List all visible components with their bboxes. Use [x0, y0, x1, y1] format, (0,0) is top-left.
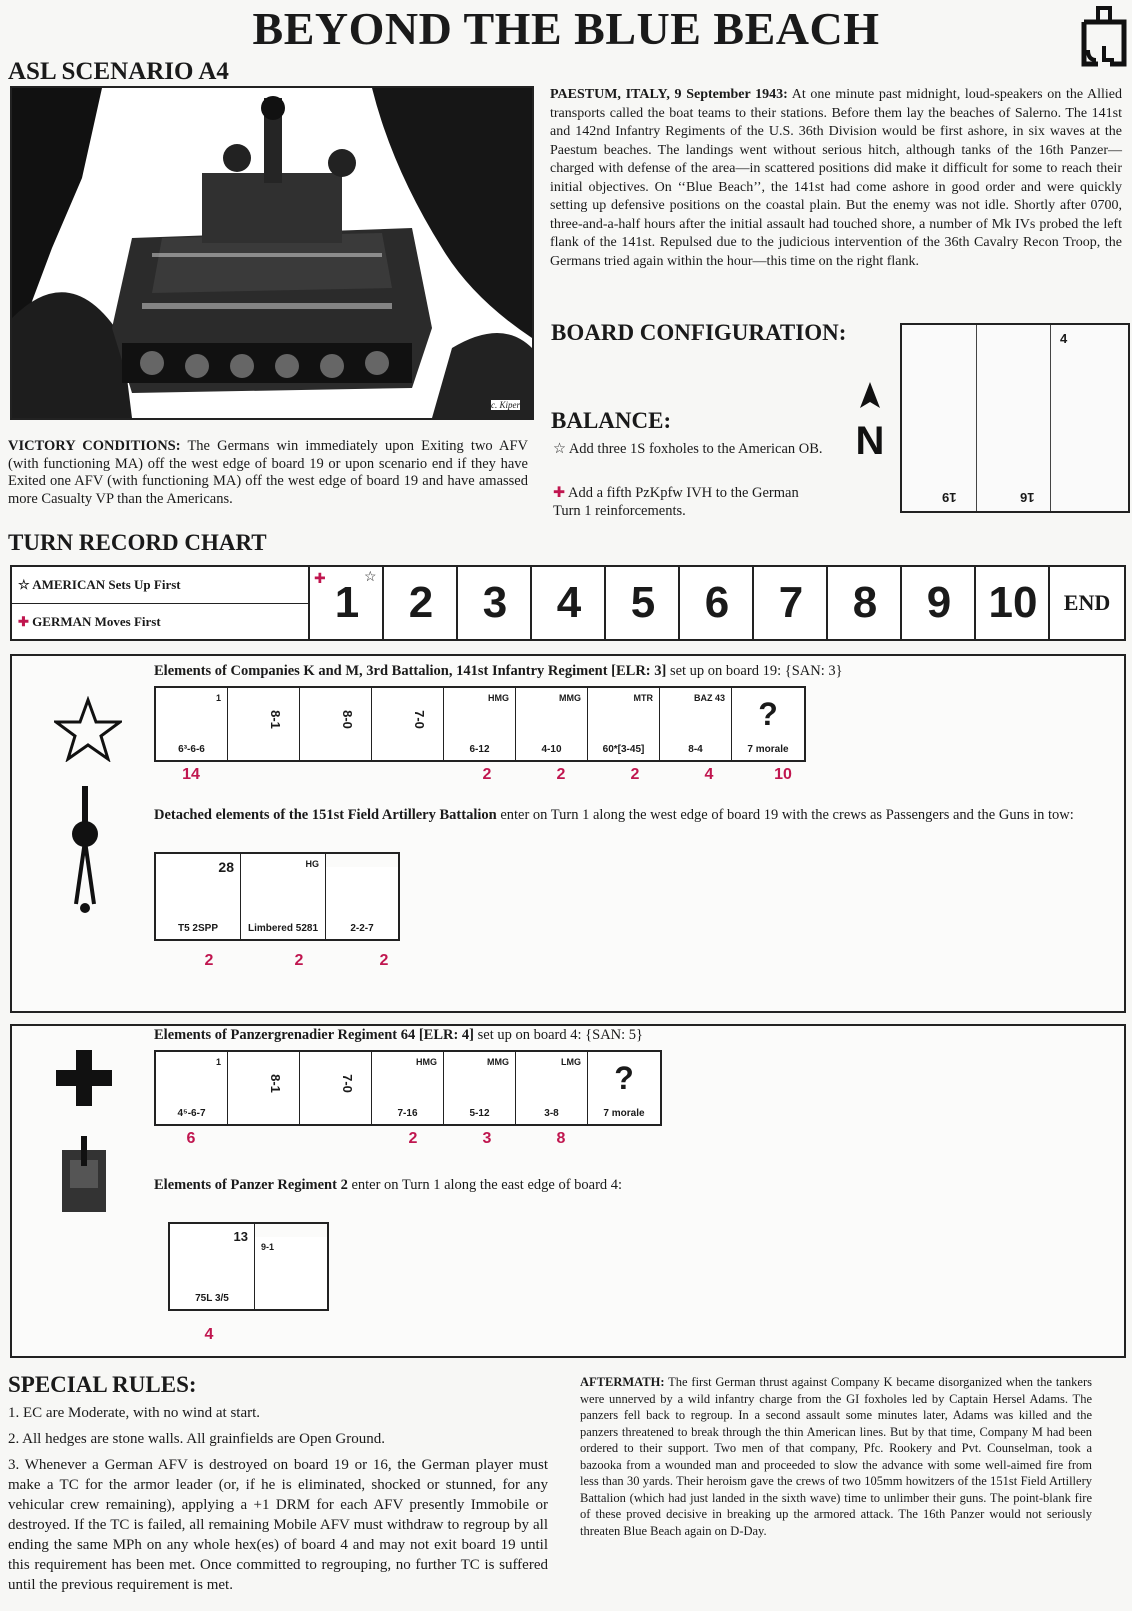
- scenario-title: BEYOND THE BLUE BEACH: [252, 3, 880, 54]
- american-reinforcement-text: Detached elements of the 151st Field Artillery Battalion enter on Turn 1 along the west edge of board 19 with the crews as Passengers and the Guns in tow:: [154, 807, 1074, 823]
- hmg-counter: HMG 6-12: [444, 688, 516, 760]
- squad-counter: 1 6³-6-6: [156, 688, 228, 760]
- balance-heading: BALANCE:: [551, 408, 672, 433]
- turn-box-10: 10: [974, 567, 1050, 639]
- historical-intro: [550, 86, 1122, 271]
- turn-record-heading: TURN RECORD CHART: [8, 530, 267, 555]
- scenario-number: ASL SCENARIO A4: [8, 58, 229, 85]
- american-sets-up: ☆ AMERICAN Sets Up First: [18, 577, 181, 592]
- german-reinforcement-counts: 4: [204, 1326, 214, 1343]
- american-setup-text: Elements of Companies K and M, 3rd Battalion, 141st Infantry Regiment [ELR: 3] set up on board 19: {SAN: 3}: [154, 663, 843, 679]
- balkenkreuz-icon: [56, 1050, 112, 1106]
- leader-counter: 8-1: [228, 1052, 300, 1124]
- american-setup-counters: [154, 686, 806, 762]
- special-rule-3: 3. Whenever a German AFV is destroyed on board 19 or 16, the German player must make a TC for the armor leader (or, if he is eliminated, shocked or stunned, for any vehicular crew remaining), applying a +1 DRM for each AFV presently Immobile or destroyed. If the TC is failed, all remaining Mobile AFV must withdraw to regroup by all ending the same MPh on any whole hex(es) of board 4 and may not exit board 19 until this requirement has been met. Once committed to regrouping, no further TC is suffered until the previous requirement is met.: [8, 1457, 548, 1593]
- turn-box-7: 7: [752, 567, 828, 639]
- special-rules: [8, 1403, 548, 1601]
- mortar-counter: MTR 60*[3-45]: [588, 688, 660, 760]
- turn-box-6: 6: [678, 567, 754, 639]
- turn-box-2: 2: [382, 567, 458, 639]
- special-rules-heading: SPECIAL RULES:: [8, 1372, 197, 1397]
- turn-record-chart: [10, 565, 1126, 641]
- turn-box-9: 9: [900, 567, 976, 639]
- special-rule-1: 1. EC are Moderate, with no wind at start.: [8, 1405, 261, 1421]
- panzer-iv-tank-icon: [12, 88, 532, 418]
- armor-leader-counter: 9-1: [255, 1237, 327, 1309]
- board-19-label: 19: [942, 490, 957, 505]
- howitzer-icon: [60, 786, 110, 916]
- crew-counter: 2-2-7: [326, 867, 398, 939]
- american-setup-counts: 14 2 2 2 4 10: [182, 766, 792, 783]
- mmg-counter: MMG 4-10: [516, 688, 588, 760]
- board-configuration-diagram: [900, 323, 1130, 513]
- leader-counter: 8-1: [228, 688, 300, 760]
- american-order-of-battle: [10, 654, 1126, 1013]
- american-reinforcement-counters: [154, 852, 400, 941]
- star-icon: ☆: [364, 570, 377, 585]
- tank-icon: [56, 1136, 112, 1216]
- north-label: N: [855, 419, 885, 460]
- board-16-label: 16: [1020, 490, 1035, 505]
- turn-box-3: 3: [456, 567, 532, 639]
- halftrack-counter: 28 T5 2SPP: [156, 854, 241, 939]
- panzer-iv-counter: 13 75L 3/5: [170, 1224, 255, 1309]
- turn-box-1: 1: [308, 567, 384, 639]
- leader-counter: 7-0: [372, 688, 444, 760]
- turn-box-end: END: [1048, 567, 1124, 639]
- cross-icon: ✚: [314, 572, 326, 587]
- intro-text: At one minute past midnight, loud-speakers on the Allied transports called the boat teams to their stations. Before them lay the beaches of Salerno. The 141st and 142nd Infantry Regiments of the U.S. 36th Division would be first ashore, in six waves at the Paestum beaches. The landings went without serious hitch, although tanks of the 16th Panzer—charged with defense of the area—in scattered positions did make it difficult for some to reach their initial objectives. On ‘‘Blue Beach’’, the 141st had come ashore in good order and were quickly setting up defensive positions on the coastal plain. But the enemy was not idle. Shortly after 0700, three-and-a-half hours after the initial assault had touched shore, a number of Mk IVs probed the left flank of the 141st. Repulsed due to the judicious intervention of the 36th Cavalry Recon Troop, the Germans tried again within the hour—this time on the right flank.: [550, 87, 1122, 269]
- leader-counter: 7-0: [300, 1052, 372, 1124]
- victory-conditions: VICTORY CONDITIONS: The Germans win immediately upon Exiting two AFV (with functioning MA) off the west edge of board 19 or upon scenario end if they have Exited one AFV (with functioning MA) off the west edge of board 19 and have amassed more Casualty VP than the Americans.: [8, 438, 528, 507]
- turn-box-8: 8: [826, 567, 902, 639]
- squad-counter: 1 4⁵-6-7: [156, 1052, 228, 1124]
- german-setup-text: Elements of Panzergrenadier Regiment 64 [ELR: 4] set up on board 4: {SAN: 5}: [154, 1027, 643, 1043]
- german-reinforcement-text: Elements of Panzer Regiment 2 enter on Turn 1 along the east edge of board 4:: [154, 1177, 623, 1193]
- photo-credit: c. Kiper: [491, 400, 520, 410]
- cross-icon: ✚: [18, 614, 29, 629]
- special-rule-2: 2. All hedges are stone walls. All grainfields are Open Ground.: [8, 1431, 385, 1447]
- star-icon: ☆: [553, 441, 566, 457]
- mmg-counter: MMG 5-12: [444, 1052, 516, 1124]
- concealment-counter: ? 7 morale: [732, 688, 804, 760]
- intro-place-date: PAESTUM, ITALY, 9 September 1943:: [550, 87, 788, 102]
- board-divider: [1050, 325, 1051, 511]
- leader-counter: 8-0: [300, 688, 372, 760]
- aftermath: AFTERMATH: The first German thrust against Company K became disorganized when the tankers were unnerved by a wild infantry charge from the GI foxholes led by Captain Hersel Adams. The panzers fell back to regroup. In a second assault some minutes later, Adams was killed and the panzers threatened to break through the thin American lines. But by that time, Company M had been ordered to their support. Two men of that company, Pfc. Rookery and Pvt. Counselman, took a bazooka from a wounded man and proceeded to slow the advance with some well-aimed fire from less than 30 yards. Their heroism gave the crews of two 105mm howitzers of the 151st Field Artillery Battalion (which had just landed in the sixth wave) time to unlimber their guns. The point-blank fire of these proved decisive in breaking up the armored attack. The 16th Panzer would not seriously threaten Blue Beach again on D-Day.: [580, 1375, 1092, 1538]
- tank-photo: [10, 86, 534, 420]
- balance-german: ✚ Add a fifth PzKpfw IVH to the German Turn 1 reinforcements.: [553, 485, 799, 519]
- german-moves-first: ✚ GERMAN Moves First: [12, 603, 308, 638]
- howitzer-gun-counter: HG Limbered 5281: [241, 854, 326, 939]
- balance-american: ☆ Add three 1S foxholes to the American OB.: [553, 441, 823, 457]
- german-reinforcement-counters: [168, 1222, 329, 1311]
- us-star-icon: [54, 696, 122, 762]
- bazooka-counter: BAZ 43 8-4: [660, 688, 732, 760]
- board-4-label: 4: [1060, 331, 1068, 346]
- asl-logo-icon: [1080, 6, 1128, 80]
- turn-box-5: 5: [604, 567, 680, 639]
- board-configuration-heading: BOARD CONFIGURATION:: [551, 320, 847, 345]
- german-order-of-battle: [10, 1024, 1126, 1358]
- american-reinforcement-counts: 2 2 2: [204, 952, 389, 969]
- german-setup-counts: 6 2 3 8: [186, 1130, 566, 1147]
- lmg-counter: LMG 3-8: [516, 1052, 588, 1124]
- cross-icon: ✚: [553, 485, 566, 501]
- concealment-counter: ? 7 morale: [588, 1052, 660, 1124]
- north-arrow-icon: [852, 380, 888, 460]
- star-icon: ☆: [18, 577, 30, 592]
- german-setup-counters: [154, 1050, 662, 1126]
- hmg-counter: HMG 7-16: [372, 1052, 444, 1124]
- turn-box-4: 4: [530, 567, 606, 639]
- board-divider: [976, 325, 977, 511]
